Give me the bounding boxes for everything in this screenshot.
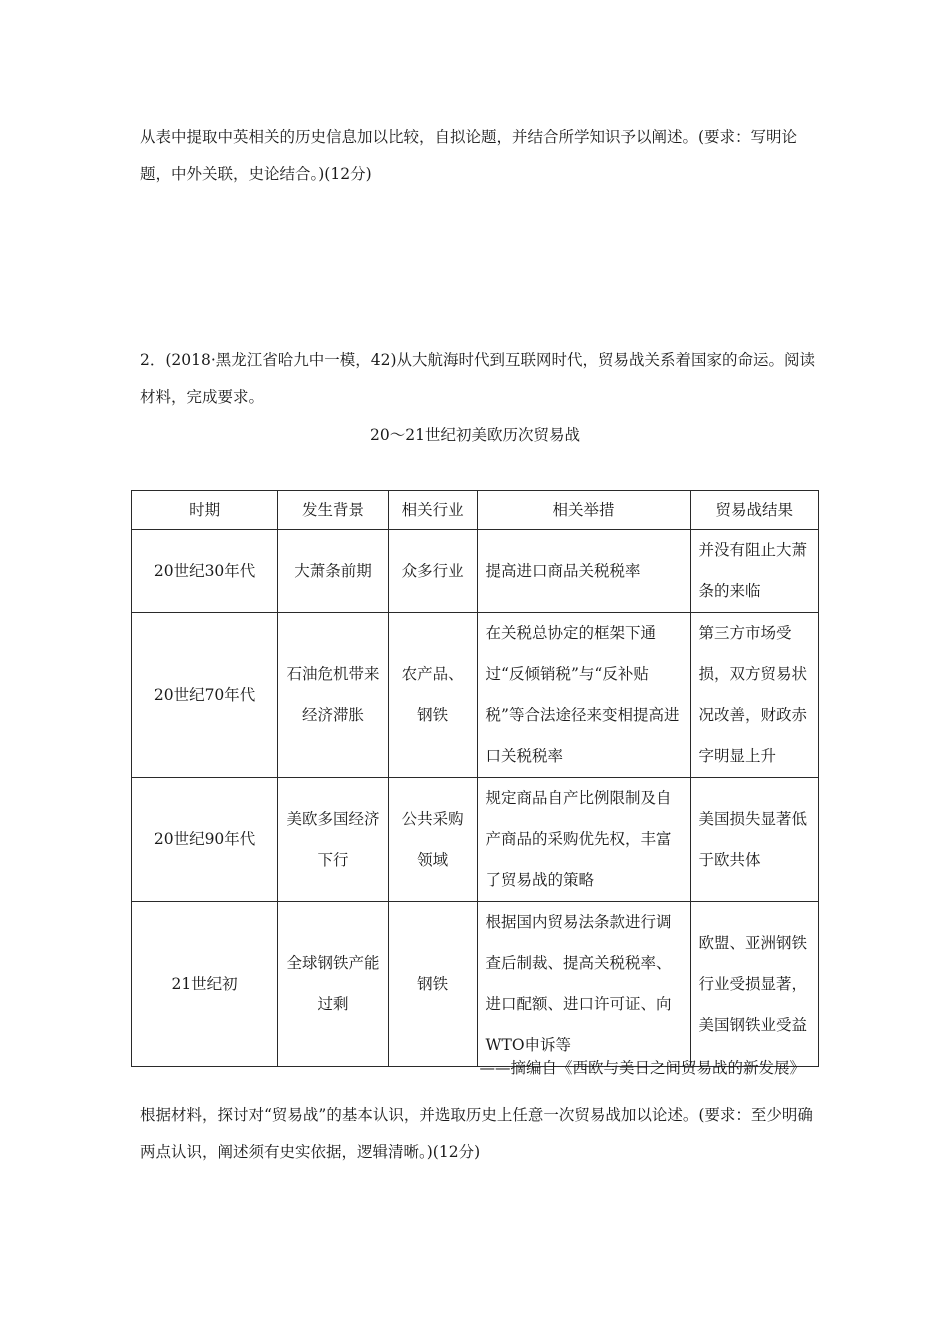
source-citation: ——摘编自《西欧与美日之间贸易战的新发展》	[479, 1059, 805, 1077]
header-period: 时期	[132, 491, 278, 530]
table-row	[132, 778, 819, 902]
header-background: 发生背景	[278, 491, 389, 530]
table-row	[132, 530, 819, 613]
cell-measures: 提高进口商品关税税率	[477, 530, 690, 613]
cell-background: 大萧条前期	[278, 530, 389, 613]
cell-period: 20世纪70年代	[132, 613, 278, 778]
cell-period: 20世纪30年代	[132, 530, 278, 613]
cell-background: 全球钢铁产能过剩	[278, 902, 389, 1067]
trade-war-table	[131, 490, 819, 1067]
cell-result: 第三方市场受损，双方贸易状况改善，财政赤字明显上升	[690, 613, 818, 778]
cell-background: 美欧多国经济下行	[278, 778, 389, 902]
cell-industry: 农产品、钢铁	[388, 613, 477, 778]
cell-result: 欧盟、亚洲钢铁行业受损显著，美国钢铁业受益	[690, 902, 818, 1067]
question1-requirement: 从表中提取中英相关的历史信息加以比较，自拟论题，并结合所学知识予以阐述。(要求：写明论题，中外关联，史论结合。)(12分)	[140, 128, 798, 183]
table-title: 20～21世纪初美欧历次贸易战	[370, 426, 580, 444]
cell-industry: 公共采购领域	[388, 778, 477, 902]
cell-industry: 钢铁	[388, 902, 477, 1067]
table-row	[132, 902, 819, 1067]
cell-industry: 众多行业	[388, 530, 477, 613]
cell-measures: 根据国内贸易法条款进行调查后制裁、提高关税税率、进口配额、进口许可证、向WTO申诉等	[477, 902, 690, 1067]
table-row	[132, 613, 819, 778]
cell-period: 21世纪初	[132, 902, 278, 1067]
question2-requirement: 根据材料，探讨对“贸易战”的基本认识，并选取历史上任意一次贸易战加以论述。(要求：至少明确两点认识，阐述须有史实依据，逻辑清晰。)(12分)	[140, 1106, 813, 1161]
cell-measures: 规定商品自产比例限制及自产商品的采购优先权，丰富了贸易战的策略	[477, 778, 690, 902]
header-industry: 相关行业	[388, 491, 477, 530]
table-header-row	[132, 491, 819, 530]
header-result: 贸易战结果	[690, 491, 818, 530]
cell-result: 并没有阻止大萧条的来临	[690, 530, 818, 613]
header-measures: 相关举措	[477, 491, 690, 530]
question2-intro: 2．(2018·黑龙江省哈九中一模，42)从大航海时代到互联网时代，贸易战关系着国家的命运。阅读材料，完成要求。	[140, 351, 816, 406]
cell-period: 20世纪90年代	[132, 778, 278, 902]
cell-measures: 在关税总协定的框架下通过“反倾销税”与“反补贴税”等合法途径来变相提高进口关税税率	[477, 613, 690, 778]
cell-result: 美国损失显著低于欧共体	[690, 778, 818, 902]
cell-background: 石油危机带来经济滞胀	[278, 613, 389, 778]
